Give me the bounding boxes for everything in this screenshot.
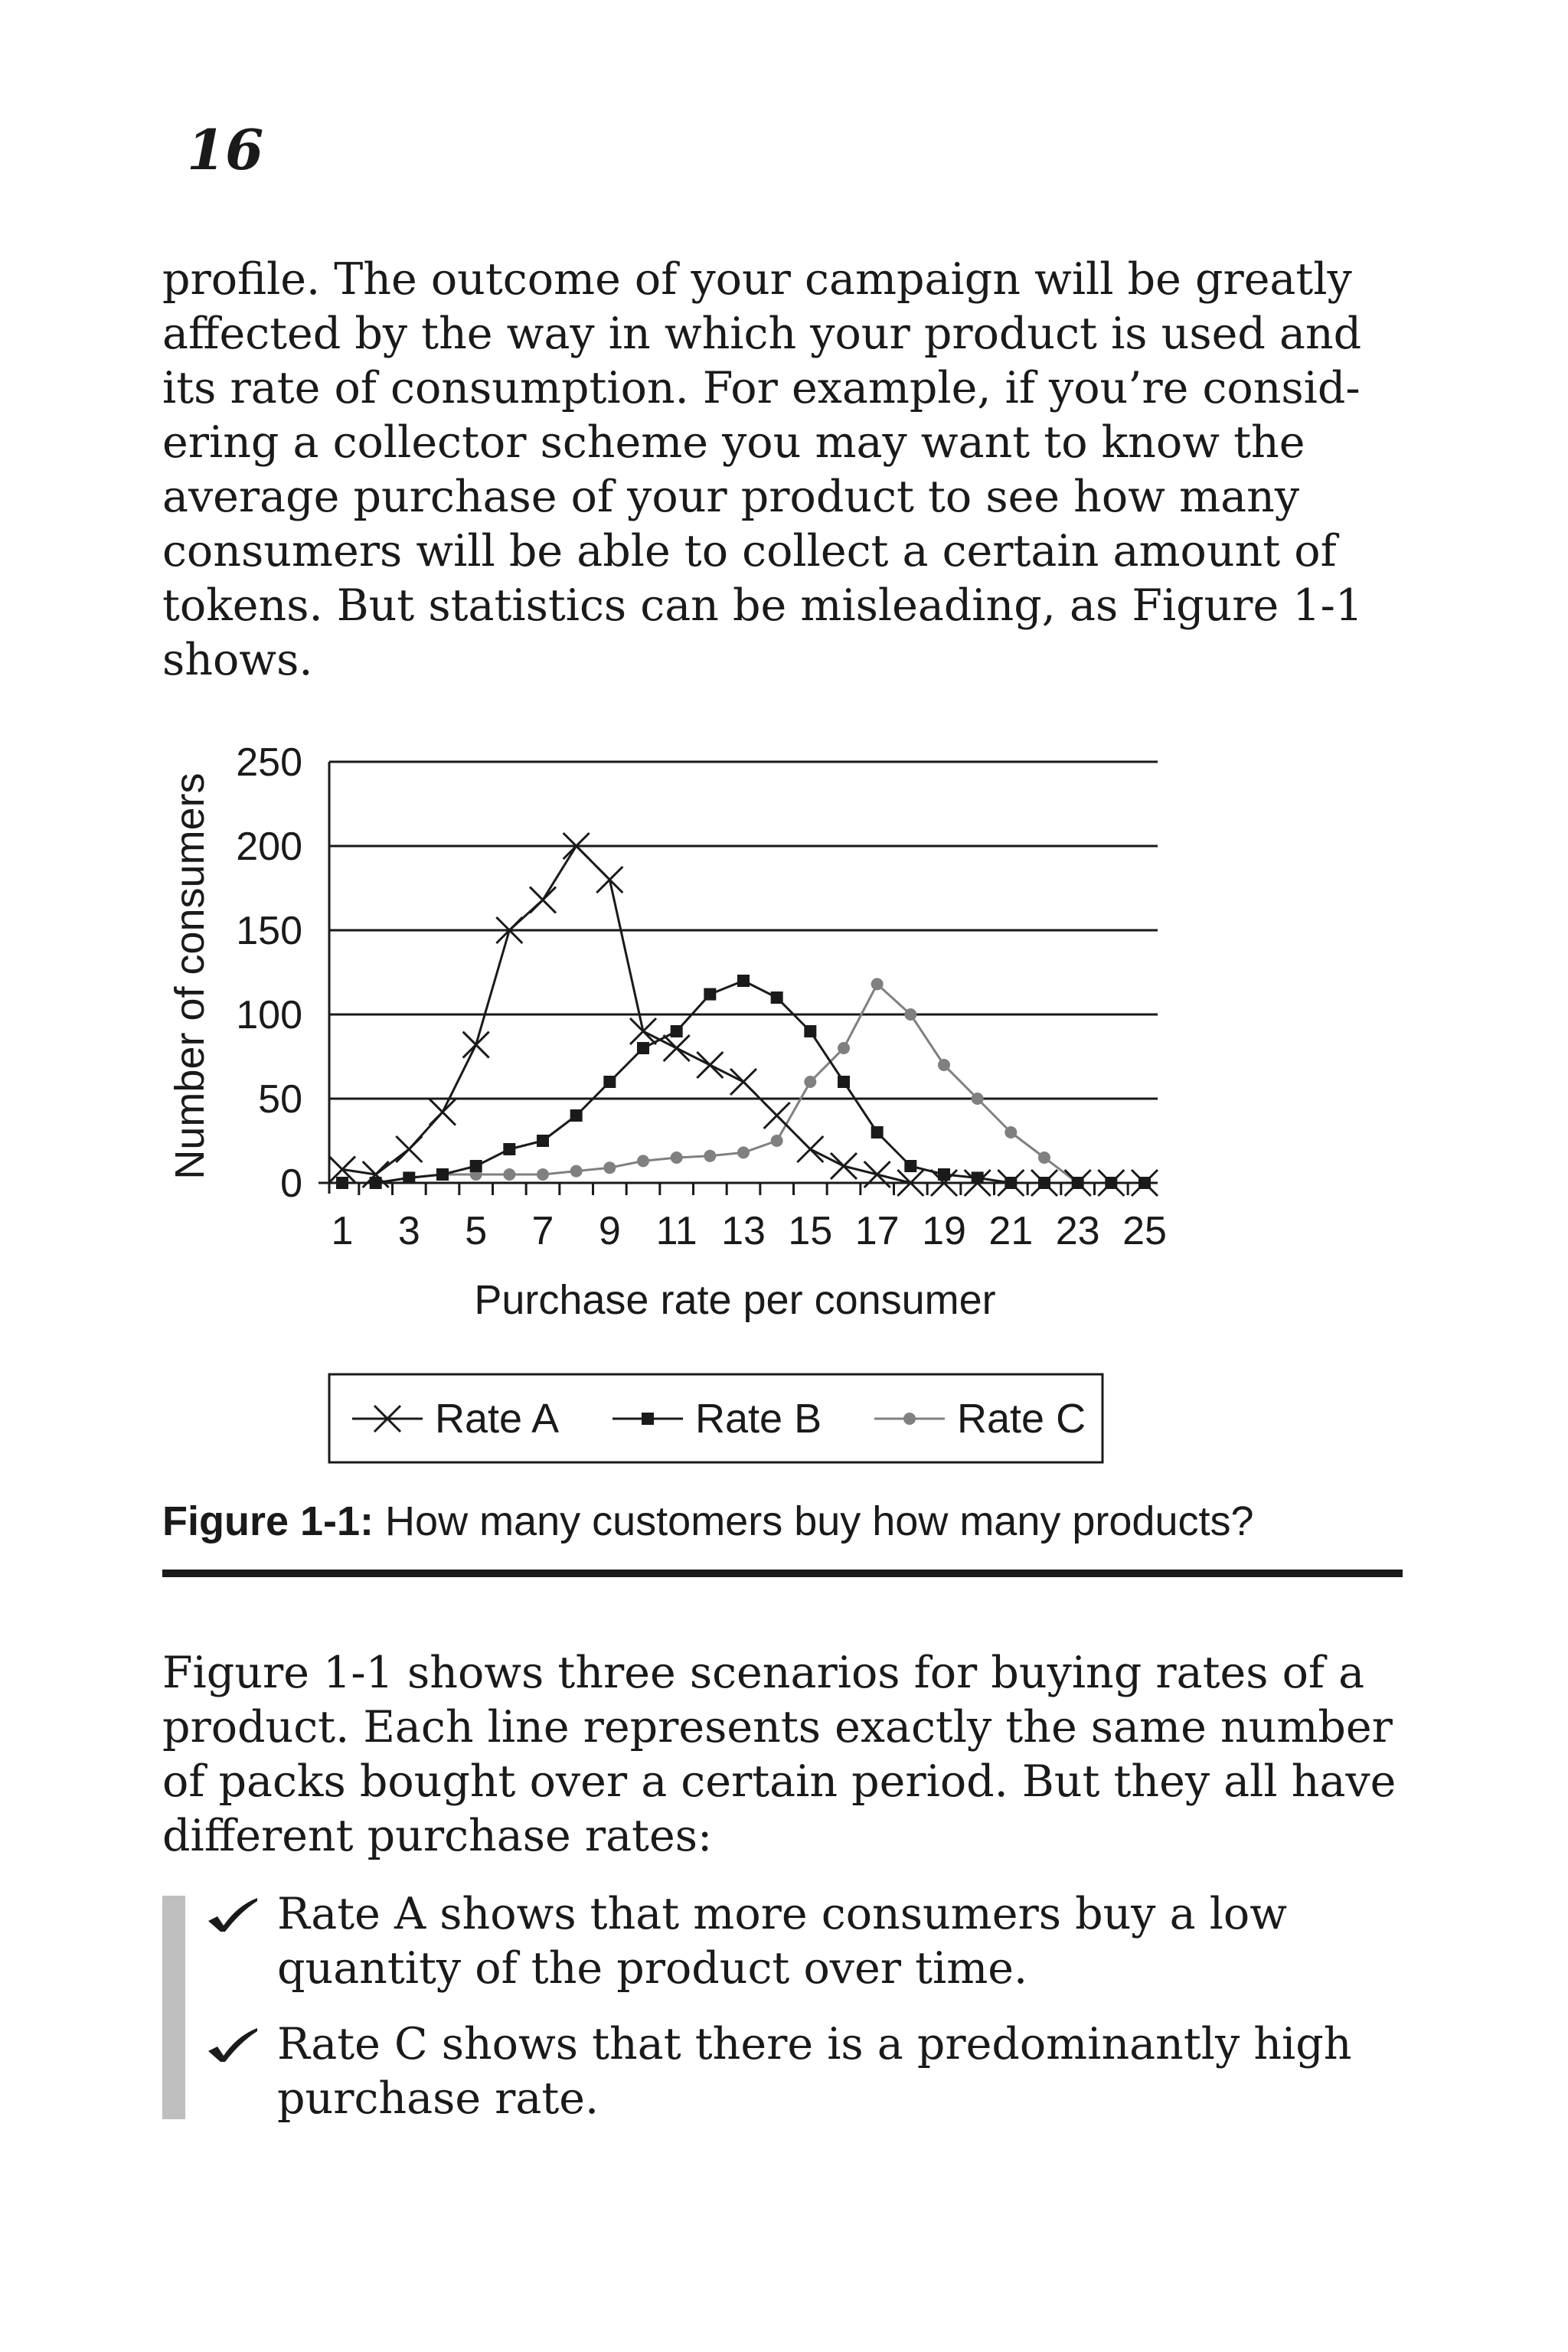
- text-line: its rate of consumption. For example, if you’re consid-: [162, 363, 1361, 413]
- text-line: different purchase rates:: [162, 1811, 713, 1861]
- text-line: affected by the way in which your product is used and: [162, 309, 1362, 359]
- text-line: tokens. But statistics can be misleading, as Figure 1-1: [162, 580, 1364, 631]
- data-point: [697, 1052, 723, 1078]
- data-point: [972, 1093, 984, 1105]
- x-tick-label: 5: [465, 1209, 488, 1253]
- x-tick-label: 17: [854, 1209, 900, 1253]
- data-point: [804, 1076, 816, 1088]
- data-point: [530, 887, 556, 913]
- data-point: [764, 1102, 790, 1129]
- y-axis-label: Number of consumers: [167, 773, 213, 1180]
- text-line: product. Each line represents exactly the same number: [162, 1702, 1393, 1753]
- x-tick-label: 3: [397, 1209, 420, 1253]
- data-point: [737, 975, 750, 987]
- data-point: [838, 1076, 850, 1088]
- checkmark-icon: [207, 2025, 259, 2063]
- x-tick-label: 1: [331, 1209, 354, 1253]
- text-line: of packs bought over a certain period. But they all have: [162, 1756, 1396, 1807]
- bullet-text: [277, 2017, 1351, 2126]
- text-line: quantity of the product over time.: [277, 1943, 1028, 1994]
- data-point: [771, 991, 783, 1004]
- data-point: [804, 1025, 816, 1037]
- data-point: [537, 1135, 549, 1147]
- data-point: [771, 1135, 783, 1147]
- data-point: [871, 1126, 884, 1138]
- legend-label: Rate B: [695, 1396, 822, 1442]
- data-point: [704, 988, 716, 1001]
- data-point: [871, 978, 884, 990]
- x-tick-label: 7: [531, 1209, 554, 1253]
- data-point: [470, 1160, 482, 1172]
- data-point: [396, 1136, 422, 1162]
- data-point: [430, 1099, 456, 1125]
- data-point: [503, 1143, 515, 1155]
- x-tick-label: 19: [922, 1209, 966, 1253]
- data-point: [938, 1059, 950, 1071]
- caption-label: Figure 1-1:: [162, 1498, 374, 1544]
- legend-marker: [903, 1413, 916, 1425]
- text-line: average purchase of your product to see how many: [162, 472, 1300, 522]
- text-line: Rate A shows that more consumers buy a low: [277, 1889, 1288, 1939]
- data-point: [463, 1032, 489, 1058]
- data-point: [904, 1008, 916, 1021]
- text-line: purchase rate.: [277, 2073, 599, 2124]
- x-tick-label: 23: [1055, 1209, 1100, 1253]
- y-tick-label: 150: [236, 909, 302, 953]
- data-point: [730, 1069, 756, 1095]
- data-point: [570, 1165, 583, 1178]
- data-point: [671, 1152, 683, 1164]
- figure-caption: [162, 1498, 1254, 1544]
- bullet-text: [277, 1887, 1287, 1996]
- text-line: Rate C shows that there is a predominantly high: [277, 2019, 1352, 2069]
- x-tick-label: 21: [988, 1209, 1034, 1253]
- data-point: [664, 1035, 690, 1061]
- legend-label: Rate C: [957, 1396, 1086, 1442]
- data-point: [1004, 1126, 1017, 1138]
- data-point: [596, 867, 622, 893]
- x-tick-label: 25: [1122, 1209, 1167, 1253]
- caption-divider: [162, 1570, 1403, 1577]
- data-point: [737, 1146, 750, 1158]
- data-point: [570, 1109, 583, 1122]
- data-point: [831, 1153, 857, 1179]
- text-line: profile. The outcome of your campaign will be greatly: [162, 254, 1352, 305]
- y-tick-label: 200: [236, 825, 302, 869]
- text-line: shows.: [162, 635, 313, 685]
- data-point: [704, 1150, 716, 1162]
- data-point: [797, 1136, 823, 1162]
- x-tick-label: 13: [721, 1209, 766, 1253]
- body-paragraph-2: [162, 1646, 1426, 1864]
- y-tick-label: 100: [236, 993, 302, 1037]
- data-point: [671, 1025, 683, 1037]
- caption-text: How many customers buy how many products?: [374, 1498, 1254, 1544]
- data-point: [537, 1168, 549, 1181]
- data-point: [603, 1076, 616, 1088]
- x-tick-label: 11: [655, 1209, 697, 1253]
- x-tick-label: 15: [788, 1209, 833, 1253]
- x-axis-label: Purchase rate per consumer: [474, 1277, 996, 1323]
- y-tick-label: 50: [258, 1077, 302, 1122]
- data-point: [637, 1042, 649, 1054]
- data-point: [403, 1171, 415, 1184]
- bullet-list-bar: [162, 1896, 185, 2119]
- y-tick-label: 0: [280, 1161, 302, 1206]
- data-point: [630, 1018, 656, 1044]
- data-point: [904, 1160, 916, 1172]
- legend-marker: [642, 1413, 654, 1425]
- legend-label: Rate A: [435, 1396, 560, 1442]
- data-point: [637, 1155, 649, 1167]
- x-tick-label: 9: [598, 1209, 621, 1253]
- page-number: 16: [187, 117, 264, 182]
- data-point: [838, 1042, 850, 1054]
- text-line: ering a collector scheme you may want to know the: [162, 417, 1305, 468]
- y-tick-label: 250: [236, 740, 302, 785]
- text-line: consumers will be able to collect a certain amount of: [162, 526, 1337, 577]
- data-point: [1038, 1152, 1050, 1164]
- data-point: [336, 1177, 348, 1189]
- data-point: [503, 1168, 515, 1181]
- checkmark-icon: [207, 1895, 259, 1933]
- data-point: [603, 1161, 616, 1174]
- data-point: [436, 1168, 449, 1181]
- text-line: Figure 1-1 shows three scenarios for buying rates of a: [162, 1648, 1365, 1698]
